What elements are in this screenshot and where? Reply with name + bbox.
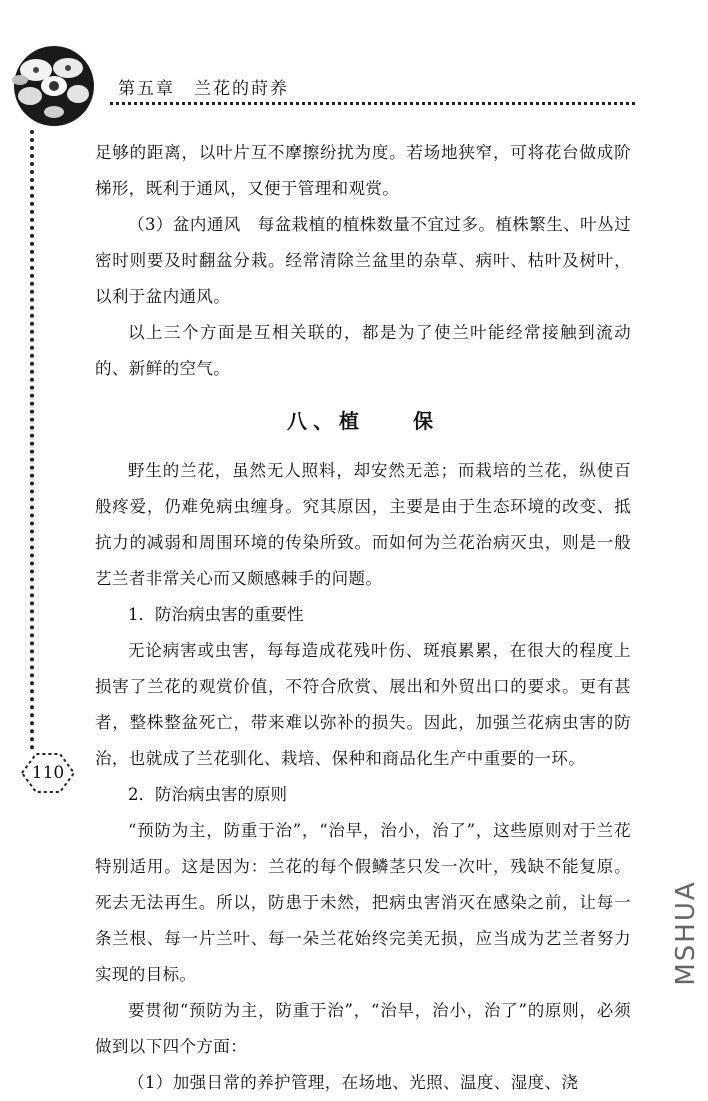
paragraph: 野生的兰花，虽然无人照料，却安然无恙；而栽培的兰花，纵使百般疼爱，仍难免病虫缠身。究其原因，主要是由于生态环境的改变、抵抗力的减弱和周围环境的传染所致。而如何为兰花治病灭虫，则是一般艺兰者非常关心而又颇感棘手的问题。	[95, 461, 631, 588]
chapter-title: 第五章 兰花的莳养	[118, 79, 289, 99]
paragraph: 足够的距离，以叶片互不摩擦纷扰为度。若场地狭窄，可将花台做成阶梯形，既利于通风，又便于管理和观赏。	[95, 143, 631, 198]
subsection-heading: 2．防治病虫害的原则	[128, 785, 287, 804]
paragraph: 以上三个方面是互相关联的，都是为了使兰叶能经常接触到流动的、新鲜的空气。	[95, 323, 631, 378]
section-heading	[95, 403, 631, 439]
margin-dotted-line	[30, 130, 34, 750]
section-heading-left: 八、植	[287, 409, 365, 433]
paragraph: 要贯彻“预防为主，防重于治”，“治早，治小，治了”的原则，必须做到以下四个方面：	[95, 1001, 631, 1056]
paragraph: 无论病害或虫害，每每造成花残叶伤、斑痕累累，在很大的程度上损害了兰花的观赏价值，不符合欣赏、展出和外贸出口的要求。更有甚者，整株整盆死亡，带来难以弥补的损失。因此，加强兰花病虫害的防治，也就成了兰花驯化、栽培、保种和商品化生产中重要的一环。	[95, 641, 631, 768]
page-number: 110	[31, 763, 65, 783]
paragraph: （3）盆内通风 每盆栽植的植株数量不宜过多。植株繁生、叶丛过密时则要及时翻盆分栽。经常清除兰盆里的杂草、病叶、枯叶及树叶，以利于盆内通风。	[95, 215, 631, 306]
subsection-heading: 1．防治病虫害的重要性	[128, 605, 304, 624]
flower-emblem-icon	[6, 40, 106, 130]
page-body	[95, 135, 631, 1101]
section-heading-right: 保	[413, 409, 439, 433]
paragraph: （1）加强日常的养护管理，在场地、光照、温度、湿度、浇	[128, 1073, 579, 1092]
watermark-text: MSHUA	[671, 880, 701, 986]
header-divider	[110, 102, 635, 105]
paragraph: “预防为主，防重于治”，“治早，治小，治了”，这些原则对于兰花特别适用。这是因为：兰花的每个假鳞茎只发一次叶，残缺不能复原。死去无法再生。所以，防患于未然，把病虫害消灭在感染之前，让每一条兰根、每一片兰叶、每一朵兰花始终完美无损，应当成为艺兰者努力实现的目标。	[95, 821, 631, 984]
watermark	[670, 878, 702, 988]
